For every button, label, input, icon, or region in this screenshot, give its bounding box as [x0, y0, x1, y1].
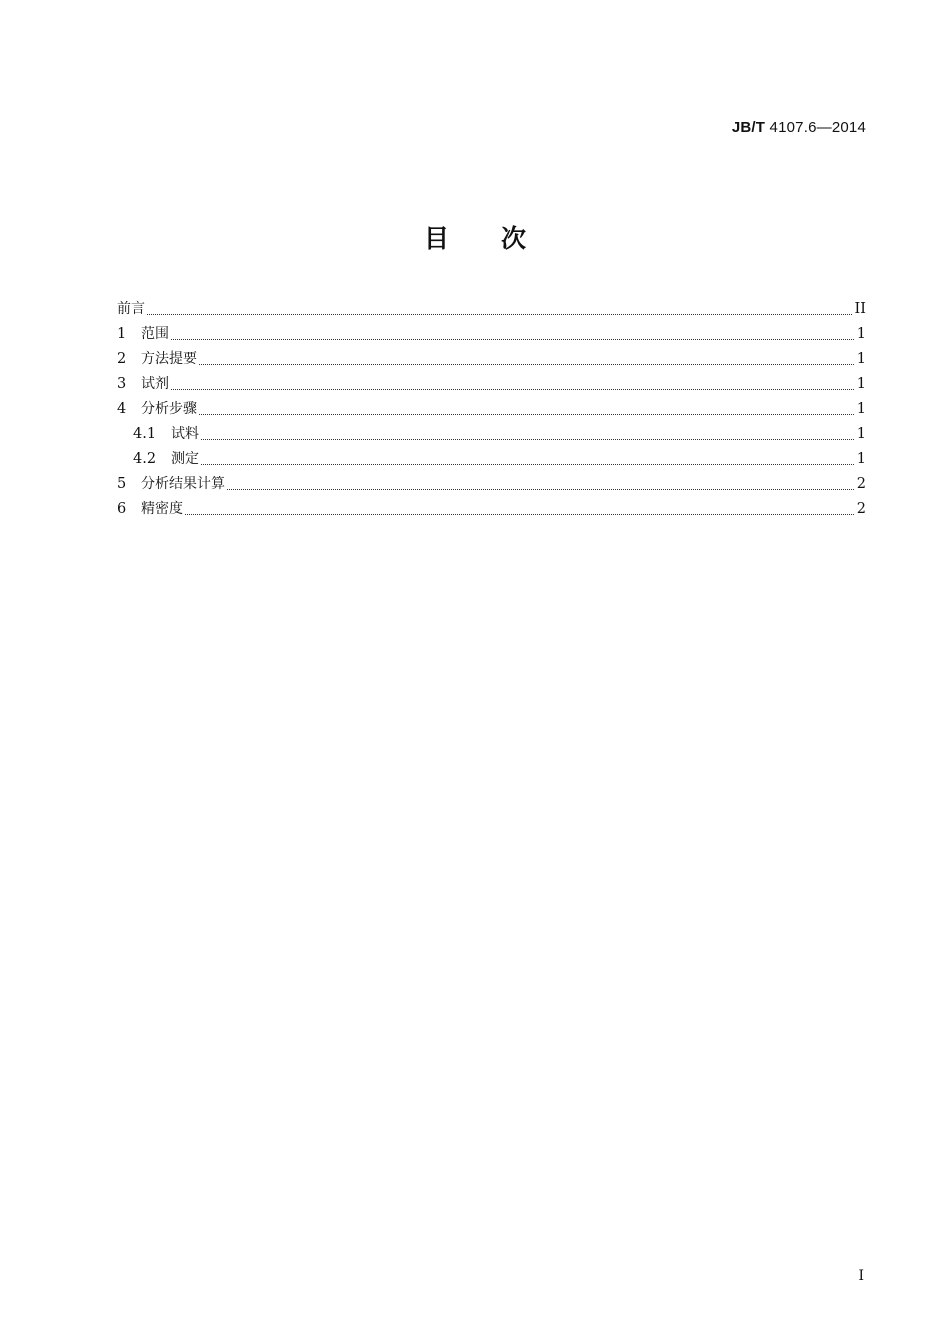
toc-entry-page: 1: [856, 351, 866, 367]
toc-dot-leader: [171, 388, 854, 390]
toc-entry-sample[interactable]: [117, 422, 866, 447]
toc-entry-calculation[interactable]: [117, 472, 866, 497]
toc-dot-leader: [199, 363, 854, 365]
toc-entry-label: 前言: [117, 301, 145, 317]
toc-entry-label: 分析结果计算: [141, 476, 225, 492]
toc-dot-leader: [201, 463, 854, 465]
toc-entry-analysis-steps[interactable]: [117, 397, 866, 422]
toc-dot-leader: [185, 513, 854, 515]
standard-code: [732, 119, 866, 136]
toc-dot-leader: [201, 438, 854, 440]
toc-entry-reagents[interactable]: [117, 372, 866, 397]
toc-entry-label: 试剂: [141, 376, 169, 392]
toc-dot-leader: [171, 338, 854, 340]
toc-entry-number: 3: [117, 376, 127, 392]
page-number: I: [858, 1268, 864, 1284]
toc-entry-number: 4: [117, 401, 127, 417]
toc-entry-number: 5: [117, 476, 127, 492]
toc-title: 目次: [423, 224, 578, 253]
toc-entry-foreword[interactable]: [117, 297, 866, 322]
toc-entry-number: 2: [117, 351, 127, 367]
toc-dot-leader: [227, 488, 854, 490]
toc-dot-leader: [147, 313, 852, 315]
toc-entry-page: II: [854, 301, 866, 317]
table-of-contents: [117, 297, 866, 522]
toc-entry-page: 1: [856, 401, 866, 417]
toc-entry-page: 1: [856, 376, 866, 392]
toc-entry-number: 6: [117, 501, 127, 517]
toc-entry-page: 1: [856, 326, 866, 342]
toc-entry-method-summary[interactable]: [117, 347, 866, 372]
toc-entry-label: 精密度: [141, 501, 183, 517]
toc-dot-leader: [199, 413, 854, 415]
toc-entry-label: 方法提要: [141, 351, 197, 367]
toc-entry-number: 1: [117, 326, 127, 342]
toc-entry-label: 分析步骤: [141, 401, 197, 417]
toc-entry-page: 2: [856, 501, 866, 517]
toc-entry-number: 4.1: [133, 426, 157, 442]
toc-entry-determination[interactable]: [117, 447, 866, 472]
toc-entry-page: 1: [856, 426, 866, 442]
toc-entry-precision[interactable]: [117, 497, 866, 522]
toc-entry-scope[interactable]: [117, 322, 866, 347]
toc-entry-label: 测定: [171, 451, 199, 467]
toc-entry-label: 范围: [141, 326, 169, 342]
toc-entry-number: 4.2: [133, 451, 157, 467]
toc-entry-page: 1: [856, 451, 866, 467]
standard-code-number: 4107.6—2014: [769, 119, 866, 136]
standard-code-prefix: JB/T: [731, 119, 766, 136]
toc-entry-page: 2: [856, 476, 866, 492]
toc-entry-label: 试料: [171, 426, 199, 442]
